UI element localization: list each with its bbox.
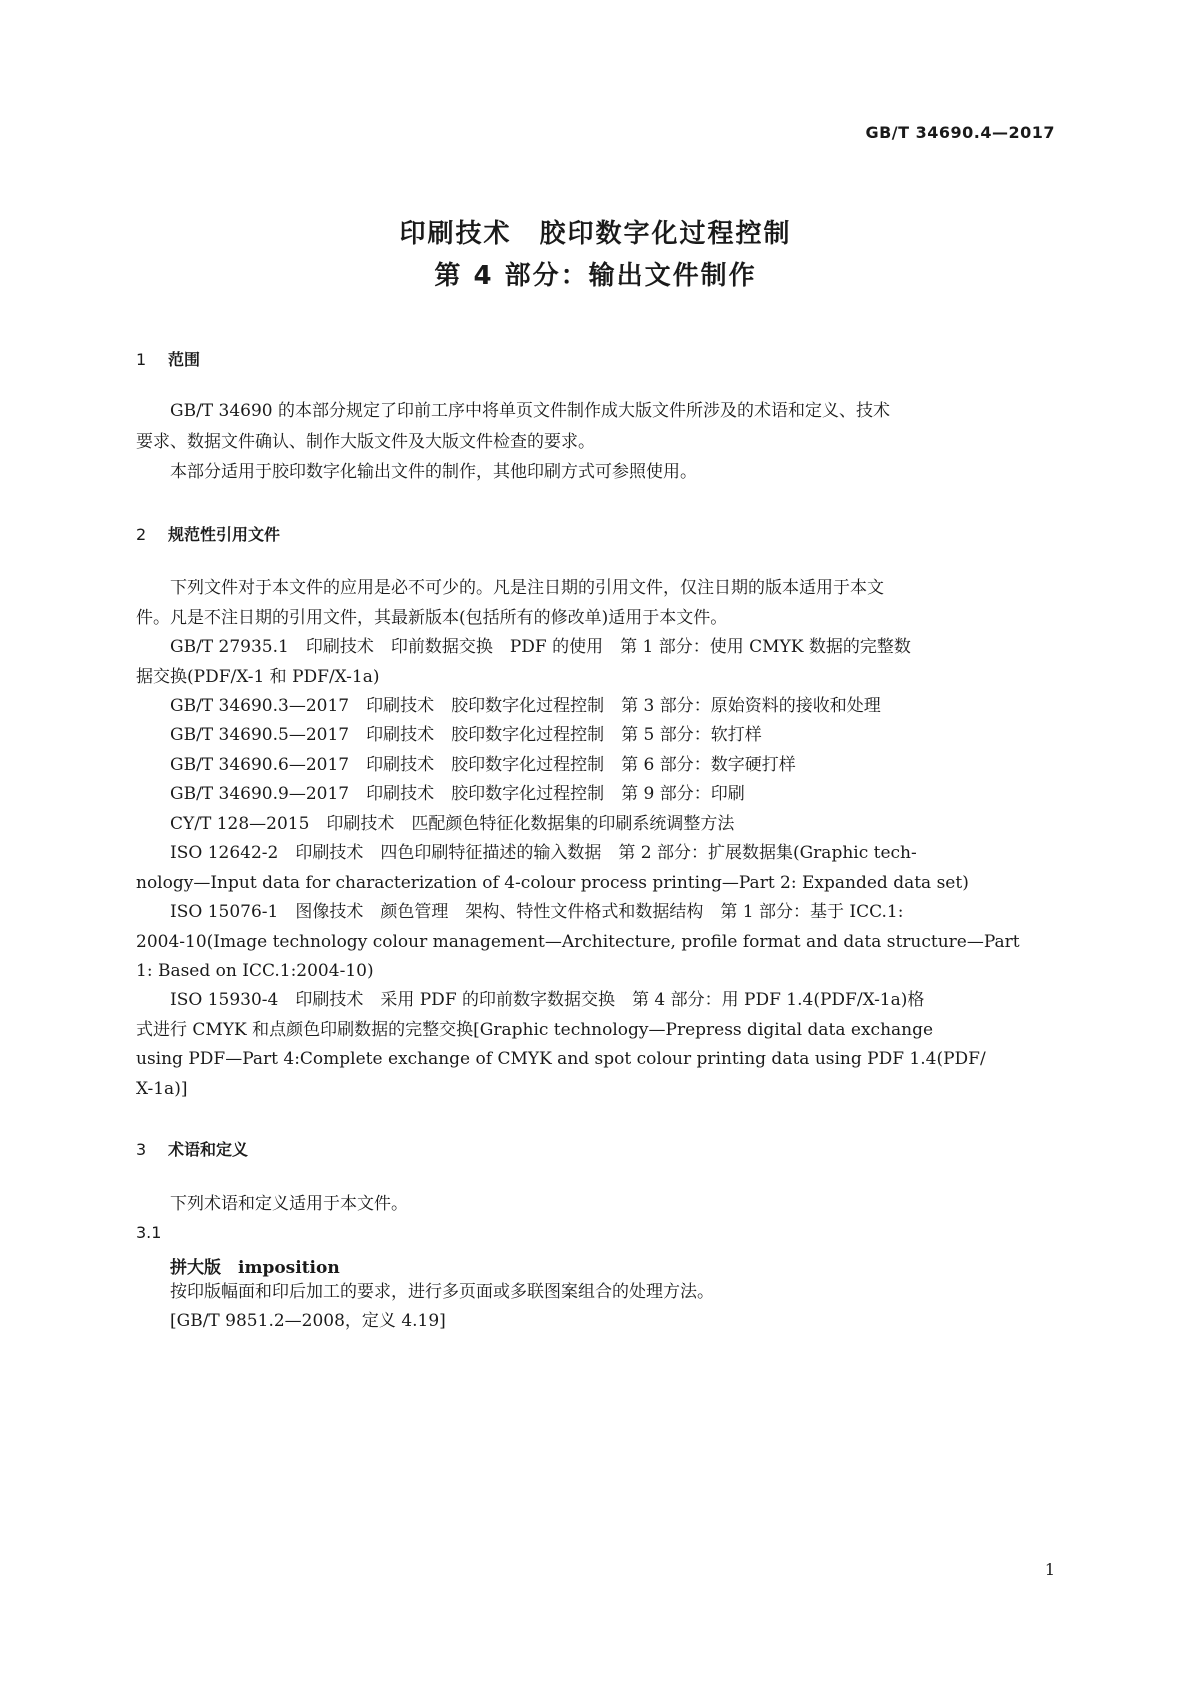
section-heading-2: [136, 522, 280, 545]
reference-item: GB/T 27935.1 印刷技术 印前数据交换 PDF 的使用 第 1 部分：使用 CMYK 数据的完整数: [170, 637, 911, 657]
reference-item: ISO 15930-4 印刷技术 采用 PDF 的印前数字数据交换 第 4 部分：用 PDF 1.4(PDF/X-1a)格: [170, 990, 925, 1010]
section-heading-1: [136, 347, 200, 370]
reference-item: GB/T 34690.5—2017 印刷技术 胶印数字化过程控制 第 5 部分：软打样: [170, 725, 762, 745]
reference-item: 式进行 CMYK 和点颜色印刷数据的完整交换[Graphic technology—Prepress digital data exchange: [136, 1020, 934, 1040]
reference-item: using PDF—Part 4:Complete exchange of CMYK and spot colour printing data using PDF 1.4(PDF/: [136, 1049, 986, 1069]
doc-title-line1: 印刷技术 胶印数字化过程控制: [399, 219, 792, 249]
reference-item: 2004-10(Image technology colour management—Architecture, profile format and data structure—Part: [136, 932, 1020, 952]
reference-item: CY/T 128—2015 印刷技术 匹配颜色特征化数据集的印刷系统调整方法: [170, 814, 735, 834]
section-number: 1: [136, 350, 147, 369]
reference-item: ISO 12642-2 印刷技术 四色印刷特征描述的输入数据 第 2 部分：扩展数据集(Graphic tech-: [170, 843, 917, 863]
term-number: 3.1: [136, 1223, 162, 1242]
page-number: 1: [1044, 1560, 1055, 1579]
reference-item: 1: Based on ICC.1:2004-10): [136, 961, 374, 981]
paragraph-line: 要求、数据文件确认、制作大版文件及大版文件检查的要求。: [136, 432, 595, 452]
section-title: 范围: [168, 350, 201, 369]
paragraph-line: 本部分适用于胶印数字化输出文件的制作，其他印刷方式可参照使用。: [170, 462, 697, 482]
reference-item: nology—Input data for characterization of 4-colour process printing—Part 2: Expanded data set): [136, 873, 969, 893]
paragraph-line: 件。凡是不注日期的引用文件，其最新版本(包括所有的修改单)适用于本文件。: [136, 608, 728, 628]
section-title: 规范性引用文件: [168, 525, 281, 544]
term-title: 拼大版 imposition: [170, 1258, 340, 1278]
reference-item: 据交换(PDF/X-1 和 PDF/X-1a): [136, 667, 380, 687]
paragraph-line: 下列文件对于本文件的应用是必不可少的。凡是注日期的引用文件，仅注日期的版本适用于本文: [170, 578, 884, 598]
paragraph-line: 下列术语和定义适用于本文件。: [170, 1194, 408, 1214]
reference-item: GB/T 34690.9—2017 印刷技术 胶印数字化过程控制 第 9 部分：印刷: [170, 784, 745, 804]
doc-title-line2: 第 4 部分：输出文件制作: [434, 261, 757, 291]
section-number: 3: [136, 1140, 147, 1159]
section-title: 术语和定义: [168, 1140, 249, 1159]
section-number: 2: [136, 525, 147, 544]
standard-code: GB/T 34690.4—2017: [865, 123, 1055, 142]
reference-item: GB/T 34690.6—2017 印刷技术 胶印数字化过程控制 第 6 部分：数字硬打样: [170, 755, 796, 775]
paragraph-line: GB/T 34690 的本部分规定了印前工序中将单页文件制作成大版文件所涉及的术语和定义、技术: [170, 401, 891, 421]
section-heading-3: [136, 1137, 248, 1160]
term-source: [GB/T 9851.2—2008，定义 4.19]: [170, 1311, 446, 1331]
term-definition: 按印版幅面和印后加工的要求，进行多页面或多联图案组合的处理方法。: [170, 1282, 714, 1302]
reference-item: GB/T 34690.3—2017 印刷技术 胶印数字化过程控制 第 3 部分：原始资料的接收和处理: [170, 696, 881, 716]
reference-item: X-1a)]: [136, 1079, 188, 1099]
reference-item: ISO 15076-1 图像技术 颜色管理 架构、特性文件格式和数据结构 第 1 部分：基于 ICC.1:: [170, 902, 904, 922]
